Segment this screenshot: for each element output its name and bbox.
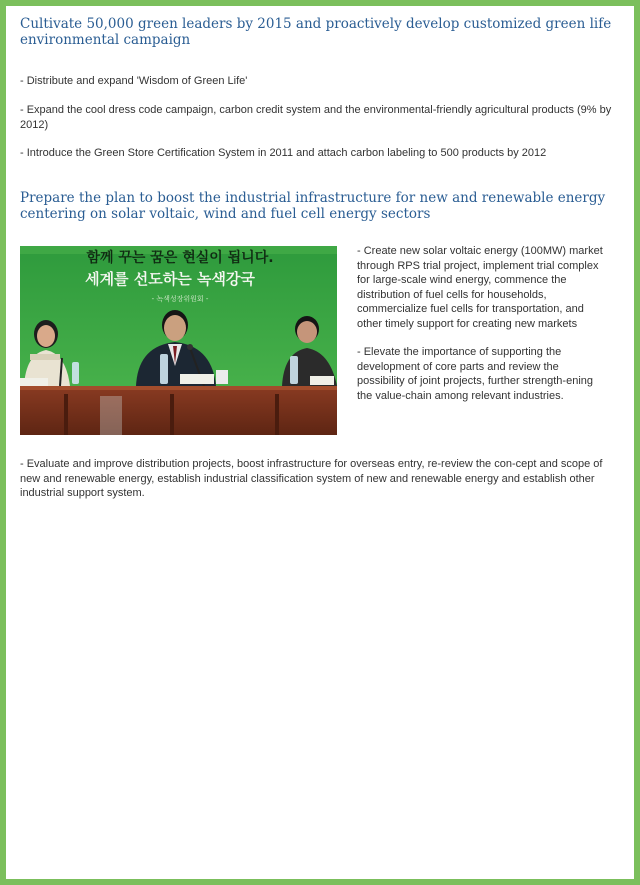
section2-item-1: - Create new solar voltaic energy (100MW) market through RPS trial project, implement trial complex for large-scale wind energy, commence the distribution of fuel cells for households, commercialize fuel cells for transportation, and other timely support for creating new markets: [357, 245, 603, 330]
banner-line-1: 함께 꾸는 꿈은 현실이 됩니다.: [86, 250, 274, 266]
banner-line-3: - 녹색성장위원회 -: [151, 295, 209, 303]
section2-heading: Prepare the plan to boost the industrial infrastructure for new and renewable energy centering on solar voltaic, wind and fuel cell energy sectors: [20, 190, 606, 222]
conference-photo: [20, 246, 337, 435]
section1-item-1: - Distribute and expand 'Wisdom of Green Life': [20, 75, 248, 87]
section1-item-3: - Introduce the Green Store Certification System in 2011 and attach carbon labeling to 500 products by 2012: [20, 147, 547, 159]
section2-item-3: - Evaluate and improve distribution projects, boost infrastructure for overseas entry, re-review the con-cept and scope of new and renewable energy, establish industrial classification system of new and renewable energy and establish other industrial support system.: [20, 458, 603, 499]
section2-item-2: - Elevate the importance of supporting the development of core parts and review the possibility of joint projects, further strength-ening the value-chain among relevant industries.: [357, 346, 594, 402]
banner-line-2: 세계를 선도하는 녹색강국: [85, 270, 255, 288]
section1-item-2: - Expand the cool dress code campaign, carbon credit system and the environmental-friendly agricultural products (9% by 2012): [20, 104, 612, 131]
section1-heading: Cultivate 50,000 green leaders by 2015 and proactively develop customized green life environmental campaign: [20, 16, 612, 48]
section2-side-text: [357, 244, 607, 403]
